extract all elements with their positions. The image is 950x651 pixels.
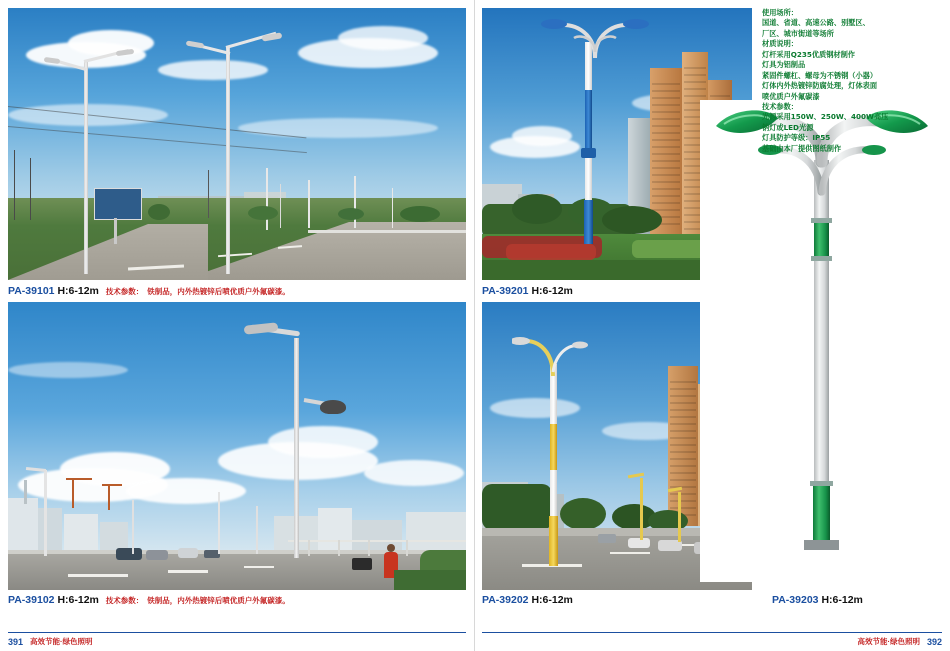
specs-material-line-1: 灯杆采用Q235优质钢材制作 bbox=[762, 49, 855, 59]
specs-tech-line-2: 钠灯或LED光源 bbox=[762, 122, 814, 132]
figure-height: H:6-12m bbox=[531, 285, 573, 297]
specs-block bbox=[762, 8, 942, 154]
specs-use-title: 使用场所： bbox=[762, 8, 798, 17]
page-number-right: 392 bbox=[926, 637, 942, 647]
figure-code: PA-39101 bbox=[8, 285, 55, 297]
figure-code: PA-39203 bbox=[772, 594, 819, 606]
specs-material-line-2: 灯具为铝制品 bbox=[762, 60, 806, 70]
figure-height: H:6-12m bbox=[821, 594, 863, 606]
figure-tech-text: 铁制品，内外热镀锌后喷优质户外氟碳漆。 bbox=[147, 287, 290, 296]
figure-caption-pa-39102 bbox=[8, 594, 290, 606]
specs-use-line-1: 国道、省道、高速公路、别墅区、 bbox=[762, 18, 870, 28]
figure-image-pa-39102 bbox=[8, 302, 466, 590]
figure-image-pa-39203 bbox=[700, 100, 944, 582]
page-number-left: 391 bbox=[8, 637, 24, 647]
figure-height: H:6-12m bbox=[57, 594, 99, 606]
figure-caption-pa-39203 bbox=[772, 594, 863, 606]
figure-caption-pa-39201 bbox=[482, 285, 573, 297]
specs-tech-line-3: 灯具防护等级：IP55 bbox=[762, 133, 831, 143]
specs-material-title: 材质说明： bbox=[762, 39, 798, 49]
footer-text-right: 高效节能·绿色照明 bbox=[857, 636, 920, 646]
specs-material-line-5: 喷优质户外氟碳漆 bbox=[762, 91, 820, 101]
figure-code: PA-39201 bbox=[482, 285, 529, 297]
lamp-arm-graphic bbox=[512, 322, 602, 378]
figure-height: H:6-12m bbox=[531, 594, 573, 606]
figure-code: PA-39102 bbox=[8, 594, 55, 606]
lamp-arm-graphic bbox=[540, 8, 650, 60]
footer-text-left: 高效节能·绿色照明 bbox=[30, 636, 93, 646]
specs-use-line-2: 厂区、城市街道等场所 bbox=[762, 28, 834, 38]
figure-tech-text: 铁制品，内外热镀锌后喷优质户外氟碳漆。 bbox=[147, 596, 290, 605]
tree-lamp-graphic bbox=[700, 100, 944, 582]
page-spine-divider bbox=[474, 0, 475, 651]
figure-tech-label: 技术参数： bbox=[105, 287, 144, 296]
specs-tech-line-1: 光源采用150W、250W、400W高压 bbox=[762, 112, 889, 122]
figure-tech-label: 技术参数： bbox=[105, 596, 144, 605]
specs-tech-title: 技术参数： bbox=[762, 101, 798, 111]
page-footer bbox=[0, 629, 950, 651]
specs-tech-line-4: 基础由本厂提供图纸制作 bbox=[762, 143, 842, 153]
figure-caption-pa-39202 bbox=[482, 594, 573, 606]
figure-image-pa-39101 bbox=[8, 8, 466, 280]
figure-height: H:6-12m bbox=[57, 285, 99, 297]
specs-material-line-4: 灯体内外热镀锌防腐处理，灯体表面 bbox=[762, 81, 878, 91]
figure-code: PA-39202 bbox=[482, 594, 529, 606]
specs-material-line-3: 紧固件螺杠、螺母为不锈钢（小器） bbox=[762, 70, 878, 80]
figure-caption-pa-39101 bbox=[8, 285, 290, 297]
